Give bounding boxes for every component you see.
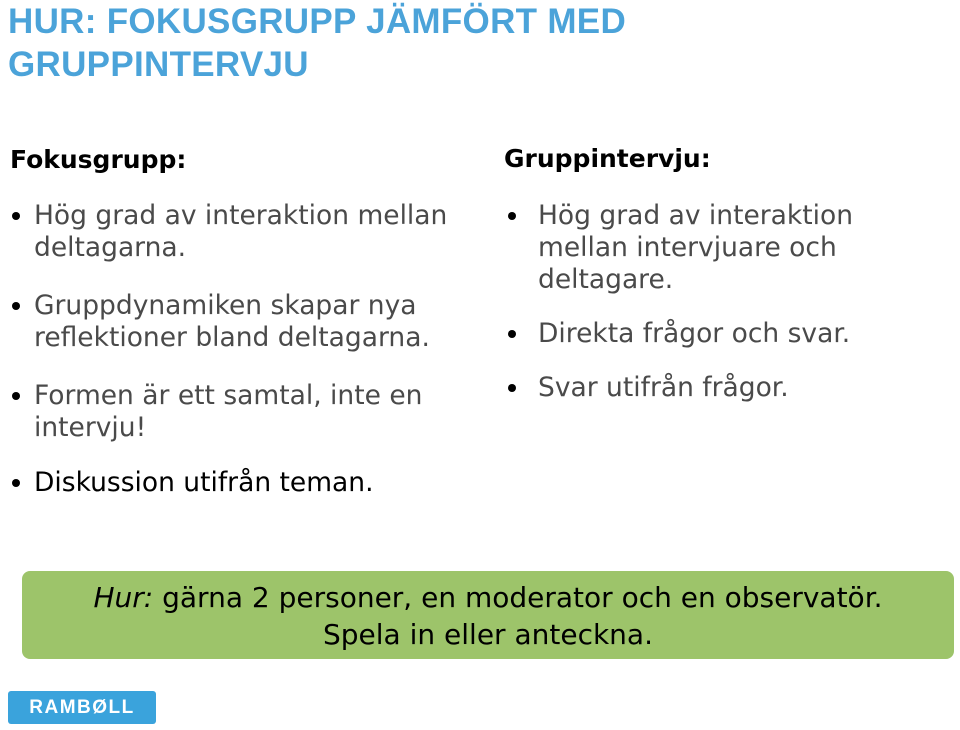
list-item [34, 380, 474, 444]
list-item [538, 372, 938, 404]
ramboll-logo [8, 691, 156, 724]
list-item [34, 200, 474, 264]
note-label: Hur: [93, 581, 154, 614]
page-title: HUR: FOKUSGRUPP JÄMFÖRT MED GRUPPINTERVJU [8, 2, 627, 84]
list-item-text: Formen är ett samtal, inte en intervju! [34, 380, 423, 443]
list-item [34, 290, 474, 354]
list-item-text: Hög grad av interaktion mellan deltagarna. [34, 200, 448, 263]
bullet-icon [12, 212, 20, 220]
fokusgrupp-list [34, 200, 474, 525]
list-item [34, 467, 474, 499]
note-line-1 [22, 579, 954, 616]
list-item-text: Hög grad av interaktion mellan intervjuare och deltagare. [538, 200, 854, 295]
note-box [22, 571, 954, 659]
bullet-icon [508, 384, 516, 392]
gruppintervju-heading: Gruppintervju: [504, 144, 711, 173]
bullet-icon [12, 392, 20, 400]
logo-text: RAMBØLL [29, 696, 135, 718]
bullet-icon [508, 330, 516, 338]
note-line-2: Spela in eller anteckna. [323, 618, 653, 651]
bullet-icon [508, 212, 516, 220]
list-item-text: Direkta frågor och svar. [538, 318, 851, 349]
bullet-icon [12, 479, 20, 487]
list-item-text: Diskussion utifrån teman. [34, 467, 374, 498]
list-item [538, 200, 938, 296]
note-text: gärna 2 personer, en moderator och en observatör. [153, 581, 883, 614]
bullet-icon [12, 302, 20, 310]
list-item-text: Gruppdynamiken skapar nya reflektioner bland deltagarna. [34, 290, 430, 353]
list-item [538, 318, 938, 350]
gruppintervju-list [538, 200, 938, 426]
list-item-text: Svar utifrån frågor. [538, 372, 789, 403]
fokusgrupp-heading: Fokusgrupp: [10, 145, 187, 174]
